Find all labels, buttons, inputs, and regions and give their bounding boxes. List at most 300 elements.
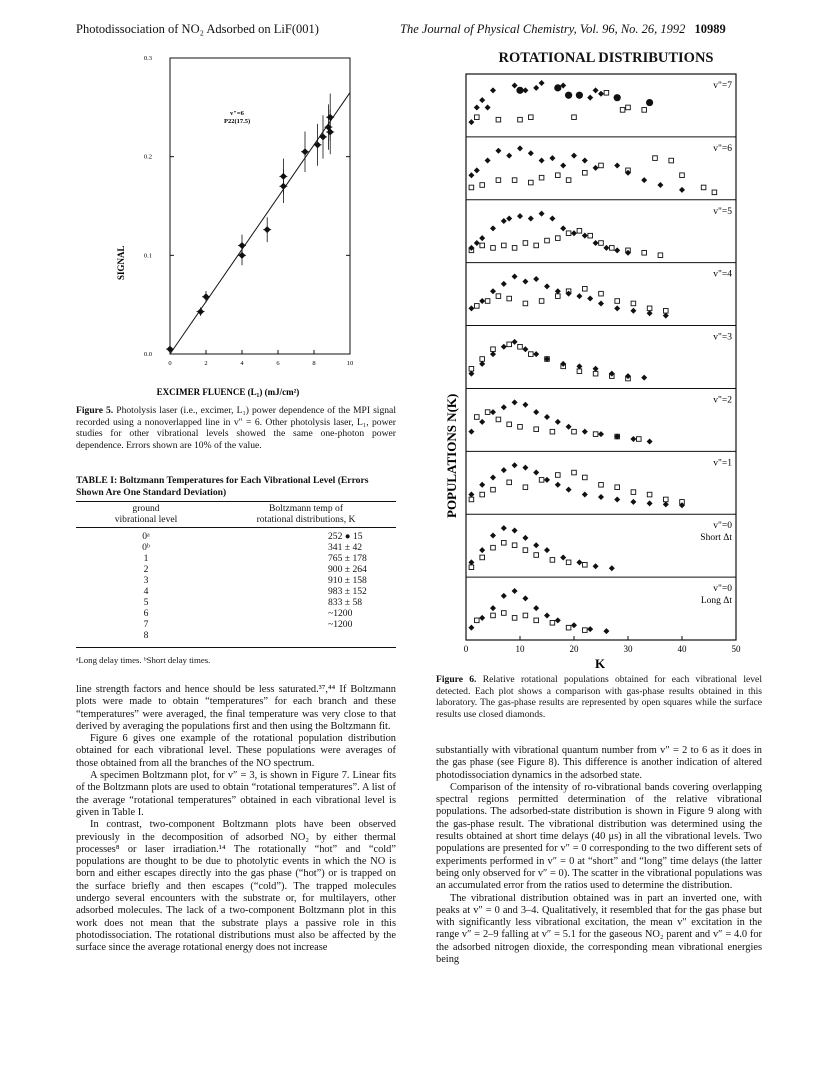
figure6-surface-point xyxy=(533,409,539,415)
right-column-text xyxy=(436,745,762,966)
figure6-surface-point xyxy=(533,85,539,91)
figure6-surface-point xyxy=(522,346,528,352)
figure6-gas-point xyxy=(480,357,485,362)
figure6-surface-point xyxy=(582,492,588,498)
figure6-panel-sublabel: Short Δt xyxy=(700,533,732,544)
figure6-circle-point xyxy=(614,94,621,101)
table-col2-header-1: Boltzmann temp of xyxy=(268,503,344,514)
figure6-surface-point xyxy=(582,158,588,164)
figure6-chart xyxy=(436,68,776,672)
figure6-gas-point xyxy=(496,417,501,422)
figure6-panel-label: v"=7 xyxy=(713,81,732,91)
figure6-gas-point xyxy=(534,618,539,623)
figure6-surface-point xyxy=(598,300,604,306)
figure6-surface-point xyxy=(506,216,512,222)
table-cell-temp: 252 ● 15 xyxy=(328,531,363,542)
figure6-gas-point xyxy=(534,243,539,248)
table-title-label: TABLE I: xyxy=(76,475,118,486)
figure6-surface-point xyxy=(490,474,496,480)
figure6-gas-point xyxy=(507,480,512,485)
figure6-surface-point xyxy=(587,626,593,632)
figure6-surface-point xyxy=(479,482,485,488)
figure6-gas-point xyxy=(534,553,539,558)
figure6-surface-point xyxy=(522,278,528,284)
figure6-surface-point xyxy=(533,470,539,476)
figure6-gas-point xyxy=(583,562,588,567)
figure6-gas-point xyxy=(637,437,642,442)
figure6-surface-point xyxy=(539,211,545,217)
figure6-gas-point xyxy=(523,548,528,553)
figure6-gas-point xyxy=(599,163,604,168)
figure6-surface-point xyxy=(479,298,485,304)
figure5-xlabel: EXCIMER FLUENCE (L₁) (mJ/cm²) xyxy=(156,387,300,397)
figure6-surface-point xyxy=(582,233,588,239)
figure6-gas-point xyxy=(512,178,517,183)
running-header-right xyxy=(400,22,726,37)
figure6-surface-point xyxy=(544,547,550,553)
figure6-surface-point xyxy=(501,281,507,287)
journal-citation: The Journal of Physical Chemistry, Vol. 96, No. 26, 1992 xyxy=(400,22,686,36)
table-title xyxy=(76,475,396,498)
figure6-surface-point xyxy=(630,308,636,314)
figure6-gas-point xyxy=(599,482,604,487)
figure6-surface-point xyxy=(517,145,523,151)
figure6-panel-label: v"=0 xyxy=(713,584,732,595)
figure6-caption-label: Figure 6. xyxy=(436,674,477,685)
figure6-surface-point xyxy=(549,155,555,161)
figure6-surface-point xyxy=(479,419,485,425)
figure6-surface-point xyxy=(501,467,507,473)
table-footnote: ᵃLong delay times. ᵇShort delay times. xyxy=(76,655,211,665)
figure6-surface-point xyxy=(679,187,685,193)
figure6-gas-point xyxy=(491,347,496,352)
table-cell-level: 5 xyxy=(143,597,149,608)
paragraph: The vibrational distribution obtained was in part an inverted one, with peaks at v″ = 0 and 3–4. Qualitatively, it resembled that for the gas phase but with significantly less vibrational excitation, the mean v″ excitation in the range v″ = 2–9 falling at v″ = 5.1 for the gaseous NO₂ parent and v″ = 4.0 for the adsorbed nitrogen dioxide, the corresponding mean vibrational energies being xyxy=(436,892,762,966)
figure6-gas-point xyxy=(566,231,571,236)
paragraph: A specimen Boltzmann plot, for v″ = 3, is shown in Figure 7. Linear fits of the Boltzmann plots are used to obtain “rotational temperatures”. A list of the average “rotational temperatures” obtained in each vibrational level is given in Table I. xyxy=(76,770,396,818)
figure6-surface-point xyxy=(576,559,582,565)
figure5-x-tick-label: 4 xyxy=(240,360,244,367)
table-row xyxy=(76,553,396,564)
figure6-gas-point xyxy=(631,490,636,495)
figure6-gas-point xyxy=(701,185,706,190)
figure6-gas-point xyxy=(485,299,490,304)
figure5-point xyxy=(197,308,204,315)
figure6-gas-point xyxy=(529,115,534,120)
figure6-gas-point xyxy=(566,625,571,630)
figure6-surface-point xyxy=(528,150,534,156)
figure6-gas-point xyxy=(658,253,663,258)
figure6-gas-point xyxy=(491,246,496,251)
figure5-caption-label: Figure 5. xyxy=(76,405,114,416)
figure6-surface-point xyxy=(609,565,615,571)
figure6-surface-point xyxy=(593,563,599,569)
figure6-gas-point xyxy=(583,475,588,480)
figure6-surface-point xyxy=(544,477,550,483)
figure6-surface-point xyxy=(528,216,534,222)
figure6-surface-point xyxy=(598,91,604,97)
figure6-panel-label: v"=3 xyxy=(713,332,732,343)
figure6-gas-point xyxy=(556,236,561,241)
figure6-gas-point xyxy=(480,243,485,248)
paragraph: Comparison of the intensity of ro-vibrational bands covering overlapping spectral regions permitted determination of the relative vibrational populations. The adsorbed-state distribution is shown in Figure 9 along with the gas-phase result. The vibrational distribution was determined using the results obtained at short time delays (40 μs) in all the vibrational levels. Two populations are presented for v″ = 0 corresponding to the two different sets of experiments performed in v″ = 0 at “short” and “long” time delays (the latter being only observed for v″ = 0). The scatter in the vibrational populations was an accumulated error from the ratios used to determine the distribution. xyxy=(436,781,762,892)
figure6-circle-point xyxy=(646,99,653,106)
figure6-gas-point xyxy=(469,366,474,371)
figure6-surface-point xyxy=(490,351,496,357)
figure6-gas-point xyxy=(507,422,512,427)
table-cell-temp: 900 ± 264 xyxy=(328,564,367,575)
figure6-circle-point xyxy=(554,84,561,91)
figure6-gas-point xyxy=(512,543,517,548)
figure6-gas-point xyxy=(577,369,582,374)
figure6-gas-point xyxy=(491,613,496,618)
figure6-gas-point xyxy=(539,175,544,180)
figure6-x-tick-label: 50 xyxy=(731,644,741,654)
figure6-gas-point xyxy=(712,190,717,195)
figure6-gas-point xyxy=(529,352,534,357)
figure6-surface-point xyxy=(647,500,653,506)
figure5-y-tick-label: 0.0 xyxy=(143,351,152,358)
figure6-gas-point xyxy=(550,620,555,625)
figure6-surface-point xyxy=(479,615,485,621)
figure6-panel-label: v"=6 xyxy=(713,143,732,154)
figure6-surface-point xyxy=(522,535,528,541)
figure5-plot-frame xyxy=(170,58,350,354)
figure6-gas-point xyxy=(496,294,501,299)
figure6-surface-point xyxy=(555,617,561,623)
figure6-gas-point xyxy=(550,558,555,563)
paragraph: line strength factors and hence should be less saturated.³⁷,⁴⁴ If Boltzmann plots were made to obtain “temperatures” for each branch and these “temperatures” were averaged, the final temperature was very close to that derived by averaging the populations first and then using the Boltzmann fit. xyxy=(76,684,396,732)
figure6-surface-point xyxy=(490,532,496,538)
figure6-gas-point xyxy=(518,117,523,122)
figure6-surface-point xyxy=(555,288,561,294)
figure6-gas-point xyxy=(566,560,571,565)
figure6-gas-point xyxy=(642,250,647,255)
figure6-surface-point xyxy=(501,218,507,224)
table-cell-level: 7 xyxy=(143,619,149,630)
figure6-surface-point xyxy=(544,612,550,618)
figure5-point xyxy=(203,293,210,300)
figure6-surface-point xyxy=(533,351,539,357)
figure6-panel-sublabel: Long Δt xyxy=(700,596,732,607)
figure6-gas-point xyxy=(556,294,561,299)
figure5-y-tick-label: 0.1 xyxy=(143,252,152,260)
figure6-surface-point xyxy=(512,588,518,594)
figure6-surface-point xyxy=(522,402,528,408)
figure6-surface-point xyxy=(571,153,577,159)
figure6-surface-point xyxy=(555,482,561,488)
table-cell-level: 2 xyxy=(143,564,149,575)
figure6-surface-point xyxy=(539,158,545,164)
figure6-surface-point xyxy=(560,162,566,168)
figure6-panel-label: v"=0 xyxy=(713,521,732,532)
figure6-surface-point xyxy=(630,499,636,505)
figure6-panel-label: v"=2 xyxy=(713,395,732,406)
figure6-surface-point xyxy=(506,153,512,159)
figure6-surface-point xyxy=(593,366,599,372)
figure6-gas-point xyxy=(615,299,620,304)
figure6-gas-point xyxy=(572,429,577,434)
figure5-y-tick-label: 0.3 xyxy=(143,55,152,62)
figure6-surface-point xyxy=(582,429,588,435)
figure5-ylabel: SIGNAL xyxy=(116,245,126,280)
figure6-gas-point xyxy=(680,173,685,178)
figure6-surface-point xyxy=(663,501,669,507)
figure6-surface-point xyxy=(495,148,501,154)
figure6-surface-point xyxy=(490,409,496,415)
figure6-surface-point xyxy=(479,361,485,367)
figure6-surface-point xyxy=(490,225,496,231)
figure6-gas-point xyxy=(523,485,528,490)
figure6-gas-point xyxy=(512,616,517,621)
figure6-gas-point xyxy=(491,487,496,492)
figure6-surface-point xyxy=(555,419,561,425)
figure5-y-tick-label: 0.2 xyxy=(143,153,152,161)
table-cell-level: 3 xyxy=(143,575,149,586)
figure6-surface-point xyxy=(576,293,582,299)
figure6-surface-point xyxy=(501,404,507,410)
figure6-surface-point xyxy=(512,399,518,405)
figure6-gas-point xyxy=(556,473,561,478)
figure6-surface-point xyxy=(479,235,485,241)
figure6-surface-point xyxy=(522,595,528,601)
figure6-surface-point xyxy=(533,276,539,282)
figure6-gas-point xyxy=(556,173,561,178)
figure6-gas-point xyxy=(502,540,507,545)
figure6-surface-point xyxy=(468,119,474,125)
table-col2-header-2: rotational distributions, K xyxy=(256,514,356,525)
table-row xyxy=(76,531,396,542)
figure6-surface-point xyxy=(614,496,620,502)
figure6-gas-point xyxy=(642,108,647,113)
figure6-surface-point xyxy=(490,605,496,611)
figure6-surface-point xyxy=(468,559,474,565)
figure5-chart xyxy=(76,48,396,400)
figure6-surface-point xyxy=(641,375,647,381)
figure6-surface-point xyxy=(576,363,582,369)
figure6-surface-point xyxy=(501,593,507,599)
figure6-circle-point xyxy=(576,92,583,99)
figure6-panel-label: v"=4 xyxy=(713,269,732,280)
figure6-surface-point xyxy=(468,172,474,178)
figure6-gas-point xyxy=(545,238,550,243)
figure6-gas-point xyxy=(604,90,609,95)
figure6-gas-point xyxy=(577,228,582,233)
table-cell-temp: 910 ± 158 xyxy=(328,575,367,586)
figure6-surface-point xyxy=(614,247,620,253)
figure6-surface-point xyxy=(479,97,485,103)
figure5-x-tick-label: 6 xyxy=(276,360,280,367)
figure6-x-tick-label: 30 xyxy=(623,644,633,654)
figure6-gas-point xyxy=(518,344,523,349)
figure6-surface-point xyxy=(566,487,572,493)
figure6-gas-point xyxy=(512,246,517,251)
figure6-surface-point xyxy=(603,628,609,634)
table-title-text: Boltzmann Temperatures for Each Vibrational Level (Errors Shown Are One Standard Deviation) xyxy=(76,475,369,498)
figure6-x-tick-label: 10 xyxy=(515,644,525,654)
figure6-gas-point xyxy=(664,497,669,502)
figure6-gas-point xyxy=(523,301,528,306)
figure6-gas-point xyxy=(475,415,480,420)
table-cell-level: 0ᵇ xyxy=(142,542,150,553)
figure6-gas-point xyxy=(480,183,485,188)
figure6-surface-point xyxy=(549,216,555,222)
figure6-surface-point xyxy=(479,547,485,553)
figure6-gas-point xyxy=(485,410,490,415)
figure6-xlabel: K xyxy=(594,656,606,671)
figure6-gas-point xyxy=(599,241,604,246)
figure6-surface-point xyxy=(533,605,539,611)
figure6-panel-label: v"=5 xyxy=(713,206,732,217)
figure6-circle-point xyxy=(565,92,572,99)
figure6-surface-point xyxy=(647,438,653,444)
figure6-gas-point xyxy=(534,427,539,432)
table-rule-bottom xyxy=(76,647,396,648)
figure6-gas-point xyxy=(620,108,625,113)
figure5-x-tick-label: 8 xyxy=(312,360,316,367)
figure6-surface-point xyxy=(630,436,636,442)
figure6-caption-text: Relative rotational populations obtained for each vibrational level detected. Each plot shows a comparison with gas-phase results obtained in this laboratory. The gas-phase results are represented by open squares while the surface results use closed diamonds. xyxy=(436,674,762,720)
table-row xyxy=(76,597,396,608)
figure6-surface-point xyxy=(468,305,474,311)
figure6-surface-point xyxy=(512,528,518,534)
figure6-surface-point xyxy=(512,339,518,345)
table-cell-level: 8 xyxy=(143,630,149,641)
table-row xyxy=(76,542,396,553)
figure6-surface-point xyxy=(647,310,653,316)
figure6-surface-point xyxy=(533,542,539,548)
table-rule-top xyxy=(76,501,396,502)
figure6-gas-point xyxy=(588,233,593,238)
figure6-surface-point xyxy=(512,82,518,88)
table-row xyxy=(76,575,396,586)
figure5-inset-label-1: v"=6 xyxy=(230,110,244,117)
figure5-point xyxy=(327,114,334,121)
figure6-surface-point xyxy=(593,240,599,246)
figure6-surface-point xyxy=(560,554,566,560)
figure6-surface-point xyxy=(501,344,507,350)
figure6-surface-point xyxy=(490,288,496,294)
figure6-gas-point xyxy=(669,158,674,163)
figure6-surface-point xyxy=(468,371,474,377)
table-cell-temp xyxy=(216,630,396,641)
figure6-gas-point xyxy=(631,301,636,306)
figure6-surface-point xyxy=(593,87,599,93)
figure6-gas-point xyxy=(469,185,474,190)
figure6-gas-point xyxy=(502,611,507,616)
table-rule-mid xyxy=(76,527,396,528)
figure6-surface-point xyxy=(614,305,620,311)
figure5-x-tick-label: 0 xyxy=(168,360,172,367)
paragraph: Figure 6 gives one example of the rotational population distribution obtained for each vibrational level. These populations were averages of those obtained from all the branches of the NO spectrum. xyxy=(76,733,396,769)
paragraph: In contrast, two-component Boltzmann plots have been observed previously in the decomposition of adsorbed NO₂ by either thermal processes⁸ or laser irradiation.¹⁴ The rotationally “hot” and “cold” populations are thought to be due to photolytic events in which the NO is born and either escapes directly into the gas phase (“hot”) or is trapped on the surface briefly and then escapes (“cold”). The trapped molecules undergo several encounters with the substrate or, for multilayers, other adsorbed molecules. The lack of a two-component Boltzmann plot in this work does not mean that the substrate plays a passive role in this photodissociation. The rotational distributions must also be affected by the surface since the average rotational energy does not increase xyxy=(76,819,396,954)
page-number: 10989 xyxy=(694,22,726,36)
table-cell-level: 1 xyxy=(143,553,149,564)
table-row xyxy=(76,608,396,619)
figure6-surface-point xyxy=(663,313,669,319)
table-cell-level: 0ᵃ xyxy=(142,531,150,542)
table-header xyxy=(76,503,396,525)
table-cell-level: 4 xyxy=(143,586,149,597)
figure6-surface-point xyxy=(587,296,593,302)
figure6-surface-point xyxy=(468,429,474,435)
figure6-surface-point xyxy=(560,225,566,231)
figure6-surface-point xyxy=(539,80,545,86)
figure6-gas-point xyxy=(475,304,480,309)
figure6-gas-point xyxy=(507,296,512,301)
table-cell-level: 6 xyxy=(143,608,149,619)
figure6-surface-point xyxy=(485,104,491,110)
figure6-x-tick-label: 0 xyxy=(463,644,469,654)
figure6-surface-point xyxy=(641,177,647,183)
figure6-gas-point xyxy=(480,492,485,497)
table-cell-temp: 765 ± 178 xyxy=(328,553,367,564)
left-column-text xyxy=(76,684,396,955)
table-row xyxy=(76,630,396,641)
figure6-surface-point xyxy=(468,492,474,498)
table-cell-temp: 341 ± 42 xyxy=(328,542,363,553)
figure6-surface-point xyxy=(474,240,480,246)
figure6-gas-point xyxy=(523,613,528,618)
figure6-surface-point xyxy=(598,431,604,437)
table-body xyxy=(76,531,396,641)
figure6-x-tick-label: 20 xyxy=(569,644,579,654)
figure5-x-tick-label: 10 xyxy=(346,360,354,367)
figure6-surface-point xyxy=(544,283,550,289)
figure6-gas-point xyxy=(523,241,528,246)
figure6-surface-point xyxy=(593,165,599,171)
figure6-surface-point xyxy=(474,104,480,110)
figure6-gas-point xyxy=(593,371,598,376)
figure6-gas-point xyxy=(496,178,501,183)
table-col1-header-1: ground xyxy=(132,503,160,514)
figure6-gas-point xyxy=(583,286,588,291)
figure5-point xyxy=(167,346,174,353)
figure6-surface-point xyxy=(566,424,572,430)
figure6-plot-frame xyxy=(466,74,736,640)
figure6-gas-point xyxy=(475,115,480,120)
figure6-surface-point xyxy=(517,213,523,219)
figure6-surface-point xyxy=(587,95,593,101)
figure6-gas-point xyxy=(496,117,501,122)
figure5-point xyxy=(280,183,287,190)
figure6-surface-point xyxy=(468,625,474,631)
table-cell-temp: ~1200 xyxy=(328,608,353,619)
figure6-gas-point xyxy=(529,180,534,185)
figure6-gas-point xyxy=(566,178,571,183)
figure6-surface-point xyxy=(485,158,491,164)
figure6-title: ROTATIONAL DISTRIBUTIONS xyxy=(498,50,714,66)
figure5-x-tick-label: 2 xyxy=(204,360,208,367)
figure6-gas-point xyxy=(572,470,577,475)
figure6-gas-point xyxy=(583,170,588,175)
table-cell-temp: 983 ± 152 xyxy=(328,586,367,597)
figure6-gas-point xyxy=(550,429,555,434)
figure6-gas-point xyxy=(507,342,512,347)
figure6-gas-point xyxy=(539,299,544,304)
figure6-gas-point xyxy=(480,555,485,560)
figure5-inset-label-2: P22(17.5) xyxy=(224,118,251,125)
figure6-gas-point xyxy=(539,478,544,483)
figure6-gas-point xyxy=(615,485,620,490)
figure6-surface-point xyxy=(657,182,663,188)
figure6-gas-point xyxy=(475,618,480,623)
figure6-gas-point xyxy=(491,545,496,550)
figure6-surface-point xyxy=(474,167,480,173)
figure6-gas-point xyxy=(502,243,507,248)
figure6-surface-point xyxy=(544,414,550,420)
figure6-caption xyxy=(436,674,762,720)
